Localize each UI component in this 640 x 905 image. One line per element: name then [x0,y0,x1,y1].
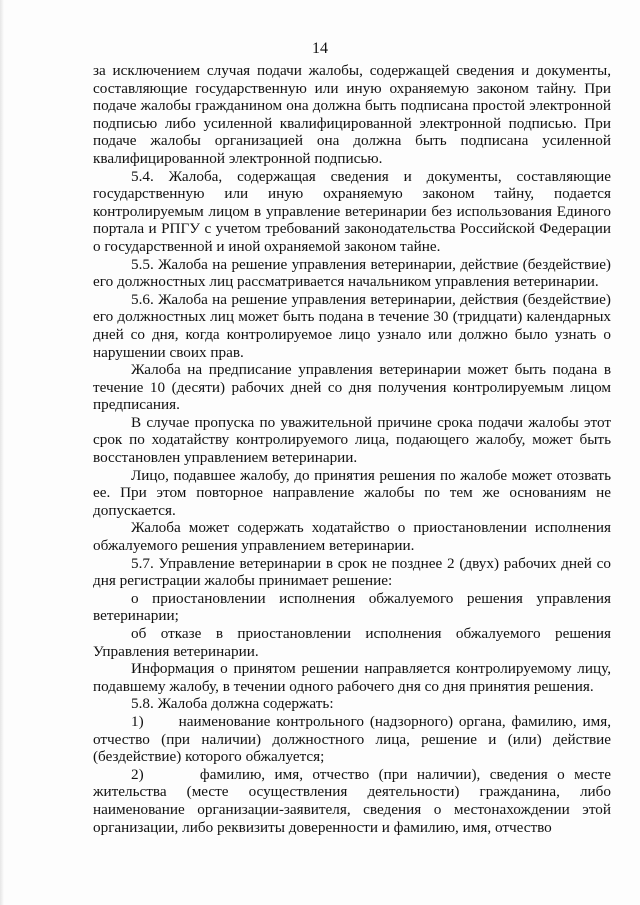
paragraph: об отказе в приостановлении исполнения обжалуемого решения Управления ветеринарии. [93,625,611,660]
document-body [93,62,611,836]
paragraph: 5.6. Жалоба на решение управления ветеринарии, действия (бездействие) его должностных лиц может быть подана в течение 30 (тридцати) календарных дней со дня, когда контролируемое лицо узнало или должно было узнать о нарушении своих прав. [93,290,611,361]
scan-edge-shadow [0,0,4,905]
paragraph: о приостановлении исполнения обжалуемого решения управления ветеринарии; [93,589,611,625]
paragraph: 5.5. Жалоба на решение управления ветеринарии, действие (бездействие) его должностных лиц рассматривается начальником управления ветеринарии. [93,255,611,291]
paragraph: 2) фамилию, имя, отчество (при наличии), сведения о месте жительства (месте осуществления деятельности) гражданина, либо наименование организации-заявителя, сведения о местонахождении этой организации, либо реквизиты доверенности и фамилию, имя, отчество [93,765,611,836]
paragraph: 5.7. Управление ветеринарии в срок не позднее 2 (двух) рабочих дней со дня регистрации жалобы принимает решение: [93,554,611,590]
paragraph: за исключением случая подачи жалобы, содержащей сведения и документы, составляющие государственную или иную охраняемую законом тайну. При подаче жалобы гражданином она должна быть подписана простой электронной подписью либо усиленной квалифицированной электронной подписью. При подаче жалобы организацией она должна быть подписана усиленной квалифицированной электронной подписью. [93,62,611,167]
paragraph: 5.4. Жалоба, содержащая сведения и документы, составляющие государственную или иную охраняемую законом тайну, подается контролируемым лицом в управление ветеринарии без использования Единого портала и РПГУ с учетом требований законодательства Российской Федерации о государственной и иной охраняемой законом тайне. [93,167,611,255]
paragraph: Лицо, подавшее жалобу, до принятия решения по жалобе может отозвать ее. При этом повторное направление жалобы по тем же основаниям не допускается. [93,466,611,519]
paragraph: 1) наименование контрольного (надзорного) органа, фамилию, имя, отчество (при наличии) должностного лица, решение и (или) действие (бездействие) которого обжалуется; [93,712,611,766]
paragraph: В случае пропуска по уважительной причине срока подачи жалобы этот срок по ходатайству контролируемого лица, подающего жалобу, может быть восстановлен управлением ветеринарии. [93,413,611,467]
paragraph: Жалоба на предписание управления ветеринарии может быть подана в течение 10 (десяти) рабочих дней со дня получения контролируемым лицом предписания. [93,361,611,414]
paragraph: Жалоба может содержать ходатайство о приостановлении исполнения обжалуемого решения управлением ветеринарии. [93,519,611,555]
paragraph: Информация о принятом решении направляется контролируемому лицу, подавшему жалобу, в течении одного рабочего дня со дня принятия решения. [93,660,611,695]
page-number: 14 [312,40,328,57]
paragraph: 5.8. Жалоба должна содержать: [131,695,334,713]
